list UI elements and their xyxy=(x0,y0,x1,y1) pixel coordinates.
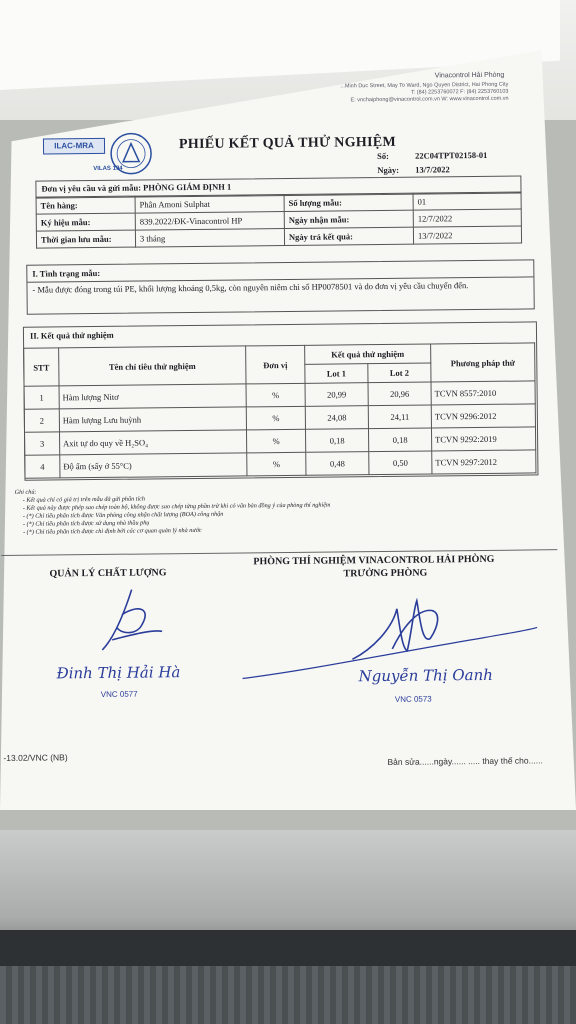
header-results: Kết quả thử nghiệm xyxy=(305,344,431,364)
doc-date-label: Ngày: xyxy=(377,164,400,176)
note-line: - Kết quả này được phép sao chép toàn bộ, không được sao chép từng phần trừ khi có văn bản đồng ý của phòng thí nghiệm xyxy=(22,501,331,512)
org-address xyxy=(248,82,508,106)
org-email: E: vnchaiphong@vinacontrol.com.vn W: www.vinacontrol.com.vn xyxy=(350,95,509,104)
cell-value: 12/7/2022 xyxy=(413,209,521,227)
cell-lot1: 0,48 xyxy=(306,452,369,476)
cell-label: Ngày nhận mẫu: xyxy=(284,210,413,228)
document-title: PHIẾU KẾT QUẢ THỬ NGHIỆM xyxy=(178,134,397,153)
desk-edge xyxy=(0,930,576,966)
header-stt: STT xyxy=(24,348,59,386)
cell-test-name: Axit tự do quy về H₂SO₄ xyxy=(60,430,247,455)
doc-number-label: Số: xyxy=(377,150,390,162)
org-phone: T: (84) 2253760072 F: (84) 2253760103 xyxy=(410,88,509,96)
section-title: II. Kết quả thử nghiệm xyxy=(29,329,114,341)
ilac-logo: ILAC-MRA xyxy=(43,138,105,155)
cell-method: TCVN 9292:2019 xyxy=(431,427,535,451)
cell-value: 13/7/2022 xyxy=(413,226,521,244)
cell-lot1: 24,08 xyxy=(305,406,368,430)
header-lot1: Lot 1 xyxy=(305,364,368,384)
cell-method: TCVN 9296:2012 xyxy=(431,404,535,428)
notes-title: Ghi chú: xyxy=(14,488,37,496)
table-row xyxy=(25,450,536,478)
left-signature-icon xyxy=(92,579,183,660)
sample-condition-text: - Mẫu được đóng trong túi PE, khối lượng khoảng 0,5kg, còn nguyên niêm chì số HP0078501 và do đơn vị yêu cầu chuyển đến. xyxy=(32,280,469,295)
cell-method: TCVN 9297:2012 xyxy=(432,450,536,474)
lab-name: PHÒNG THÍ NGHIỆM VINACONTROL HẢI PHÒNG xyxy=(253,553,495,568)
note-line: - (*) Chỉ tiêu phân tích được Văn phòng công nhận chất lượng (BOA) công nhận xyxy=(22,510,224,520)
header-lot2: Lot 2 xyxy=(368,363,431,383)
doc-date: 13/7/2022 xyxy=(415,164,450,175)
org-address-line: ...Minh Duc Street, May To Ward, Ngo Quyen District, Hai Phong City xyxy=(340,81,509,90)
cell-lot1: 20,99 xyxy=(305,383,368,407)
cell-unit: % xyxy=(246,406,305,430)
footer-revision: Bản sửa......ngày...... ..... thay thế cho...... xyxy=(387,755,543,767)
cell-test-name: Hàm lượng Nitơ xyxy=(59,384,246,409)
cell-unit: % xyxy=(246,383,305,407)
cell-unit: % xyxy=(246,429,305,453)
header-test-name: Tên chỉ tiêu thử nghiệm xyxy=(59,346,246,386)
table-header-row xyxy=(24,343,535,367)
results-box xyxy=(23,321,539,480)
sample-info-table xyxy=(36,192,523,249)
quality-manager-title: QUẢN LÝ CHẤT LƯỢNG xyxy=(49,567,167,580)
doc-number: 22C04TPT02158-01 xyxy=(415,149,488,161)
cell-lot2: 20,96 xyxy=(368,382,431,406)
sample-condition-box xyxy=(26,259,534,314)
results-table xyxy=(23,342,536,478)
cell-label: Số lượng mẫu: xyxy=(284,193,413,211)
cell-lot2: 0,18 xyxy=(368,428,431,452)
cell-value: 839.2022/ĐK-Vinacontrol HP xyxy=(135,212,284,231)
cell-lot1: 0,18 xyxy=(305,429,368,453)
unit-label: Đơn vị yêu cầu và gửi mẫu: PHÒNG GIÁM ĐỊNH 1 xyxy=(41,181,232,194)
cell-label: Thời gian lưu mẫu: xyxy=(36,230,135,248)
footer-form-code: -13.02/VNC (NB) xyxy=(3,752,68,763)
cell-stt: 2 xyxy=(24,409,59,432)
cell-stt: 3 xyxy=(25,432,60,455)
vilas-label: VILAS 194 xyxy=(93,165,123,173)
header-unit: Đơn vị xyxy=(246,345,305,384)
cell-stt: 1 xyxy=(24,386,59,409)
cell-test-name: Độ ẩm (sấy ở 55°C) xyxy=(60,453,247,478)
right-signer-name: Nguyễn Thị Oanh xyxy=(358,665,493,686)
floor-area xyxy=(0,966,576,1024)
right-signer-code: VNC 0573 xyxy=(394,694,432,704)
cell-label: Ngày trả kết quả: xyxy=(284,227,413,245)
cell-value: Phân Amoni Sulphat xyxy=(135,195,284,214)
cell-label: Ký hiệu mẫu: xyxy=(36,213,135,231)
note-line: - (*) Chỉ tiêu phân tích được chỉ định bởi các cơ quan quản lý nhà nước xyxy=(23,526,202,536)
cell-label: Tên hàng: xyxy=(36,196,135,214)
org-name: Vinacontrol Hải Phòng xyxy=(434,71,505,80)
cell-lot2: 0,50 xyxy=(369,451,432,475)
cell-value: 3 tháng xyxy=(135,229,284,248)
left-signer-name: Đinh Thị Hải Hà xyxy=(56,663,181,683)
note-line: - (*) Chỉ tiêu phân tích được sử dụng nhà thầu phụ xyxy=(22,519,150,528)
left-signer-code: VNC 0577 xyxy=(100,689,138,699)
cell-stt: 4 xyxy=(25,455,60,478)
cell-test-name: Hàm lượng Lưu huỳnh xyxy=(59,407,246,432)
header-method: Phương pháp thử xyxy=(431,343,535,382)
note-line: - Kết quả chỉ có giá trị trên mẫu đã gửi phân tích xyxy=(22,495,146,504)
lab-head-title: TRƯỞNG PHÒNG xyxy=(343,567,428,580)
section-title: I. Tình trạng mẫu: xyxy=(27,260,533,282)
cell-value: 01 xyxy=(413,192,521,210)
cell-unit: % xyxy=(247,452,306,476)
document-content xyxy=(0,47,576,813)
cell-lot2: 24,11 xyxy=(368,405,431,429)
notes-block xyxy=(15,484,515,537)
document-paper xyxy=(0,50,576,810)
cell-method: TCVN 8557:2010 xyxy=(431,381,535,405)
accreditation-logos xyxy=(43,131,173,176)
